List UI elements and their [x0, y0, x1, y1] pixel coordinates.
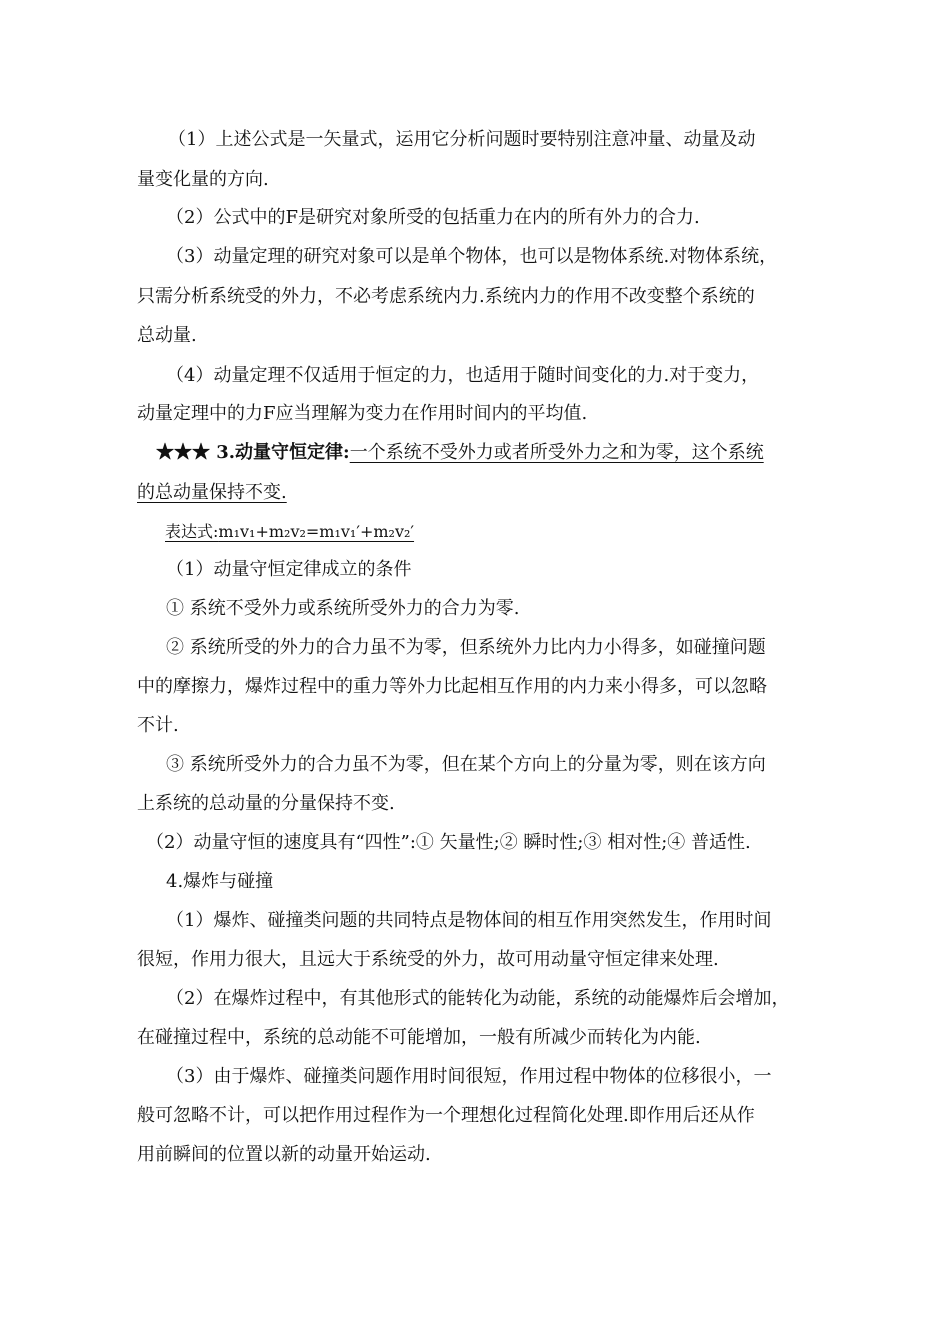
- condition-2-line1: ② 系统所受的外力的合力虽不为零，但系统外力比内力小得多，如碰撞问题: [166, 637, 766, 658]
- conditions-title: （1）动量守恒定律成立的条件: [166, 559, 412, 580]
- condition-2-line3: 不计.: [137, 715, 179, 736]
- section4-c-line2: 般可忽略不计，可以把作用过程作为一个理想化过程简化处理.即作用后还从作: [137, 1105, 755, 1126]
- condition-1: ① 系统不受外力或系统所受外力的合力为零.: [166, 598, 520, 619]
- section4-a-line2: 很短，作用力很大，且远大于系统受的外力，故可用动量守恒定律来处理.: [137, 949, 719, 970]
- law3-definition-line1: 一个系统不受外力或者所受外力之和为零，这个系统: [349, 442, 764, 463]
- law3-definition-line2: 的总动量保持不变.: [137, 482, 287, 503]
- p4-line2: 动量定理中的力F应当理解为变力在作用时间内的平均值.: [137, 403, 588, 424]
- section4-b-line1: （2）在爆炸过程中，有其他形式的能转化为动能，系统的动能爆炸后会增加，: [166, 988, 790, 1009]
- expression-label: 表达式:: [165, 522, 219, 541]
- condition-3-line2: 上系统的总动量的分量保持不变.: [137, 793, 395, 814]
- section4-c-line3: 用前瞬间的位置以新的动量开始运动.: [137, 1144, 431, 1165]
- p1-line2: 量变化量的方向.: [137, 169, 269, 190]
- section4-c-line1: （3）由于爆炸、碰撞类问题作用时间很短，作用过程中物体的位移很小，一: [166, 1066, 772, 1087]
- law3-heading-line: [156, 441, 764, 465]
- section4-a-line1: （1）爆炸、碰撞类问题的共同特点是物体间的相互作用突然发生，作用时间: [166, 910, 772, 931]
- condition-3-line1: ③ 系统所受外力的合力虽不为零，但在某个方向上的分量为零，则在该方向: [166, 754, 766, 775]
- condition-2-line2: 中的摩擦力，爆炸过程中的重力等外力比起相互作用的内力来小得多，可以忽略: [137, 676, 767, 697]
- p3-line3: 总动量.: [137, 325, 197, 346]
- law3-heading: ★★★ 3.动量守恒定律:: [156, 442, 350, 463]
- p3-line2: 只需分析系统受的外力，不必考虑系统内力.系统内力的作用不改变整个系统的: [137, 286, 755, 307]
- p2-line: （2）公式中的F是研究对象所受的包括重力在内的所有外力的合力.: [166, 207, 700, 228]
- law3-expression: [137, 520, 432, 544]
- section4-title: 4.爆炸与碰撞: [166, 871, 274, 892]
- p3-line1: （3）动量定理的研究对象可以是单个物体，也可以是物体系统.对物体系统，: [166, 246, 778, 267]
- four-properties: （2）动量守恒的速度具有“四性”:① 矢量性;② 瞬时性;③ 相对性;④ 普适性.: [146, 832, 751, 853]
- momentum-formula: m₁v₁+m₂v₂=m₁v₁′+m₂v₂′: [218, 522, 415, 541]
- p4-line1: （4）动量定理不仅适用于恒定的力，也适用于随时间变化的力.对于变力，: [166, 365, 760, 386]
- section4-b-line2: 在碰撞过程中，系统的总动能不可能增加，一般有所减少而转化为内能.: [137, 1027, 701, 1048]
- p1-line1: （1）上述公式是一矢量式，运用它分析问题时要特别注意冲量、动量及动: [168, 129, 756, 150]
